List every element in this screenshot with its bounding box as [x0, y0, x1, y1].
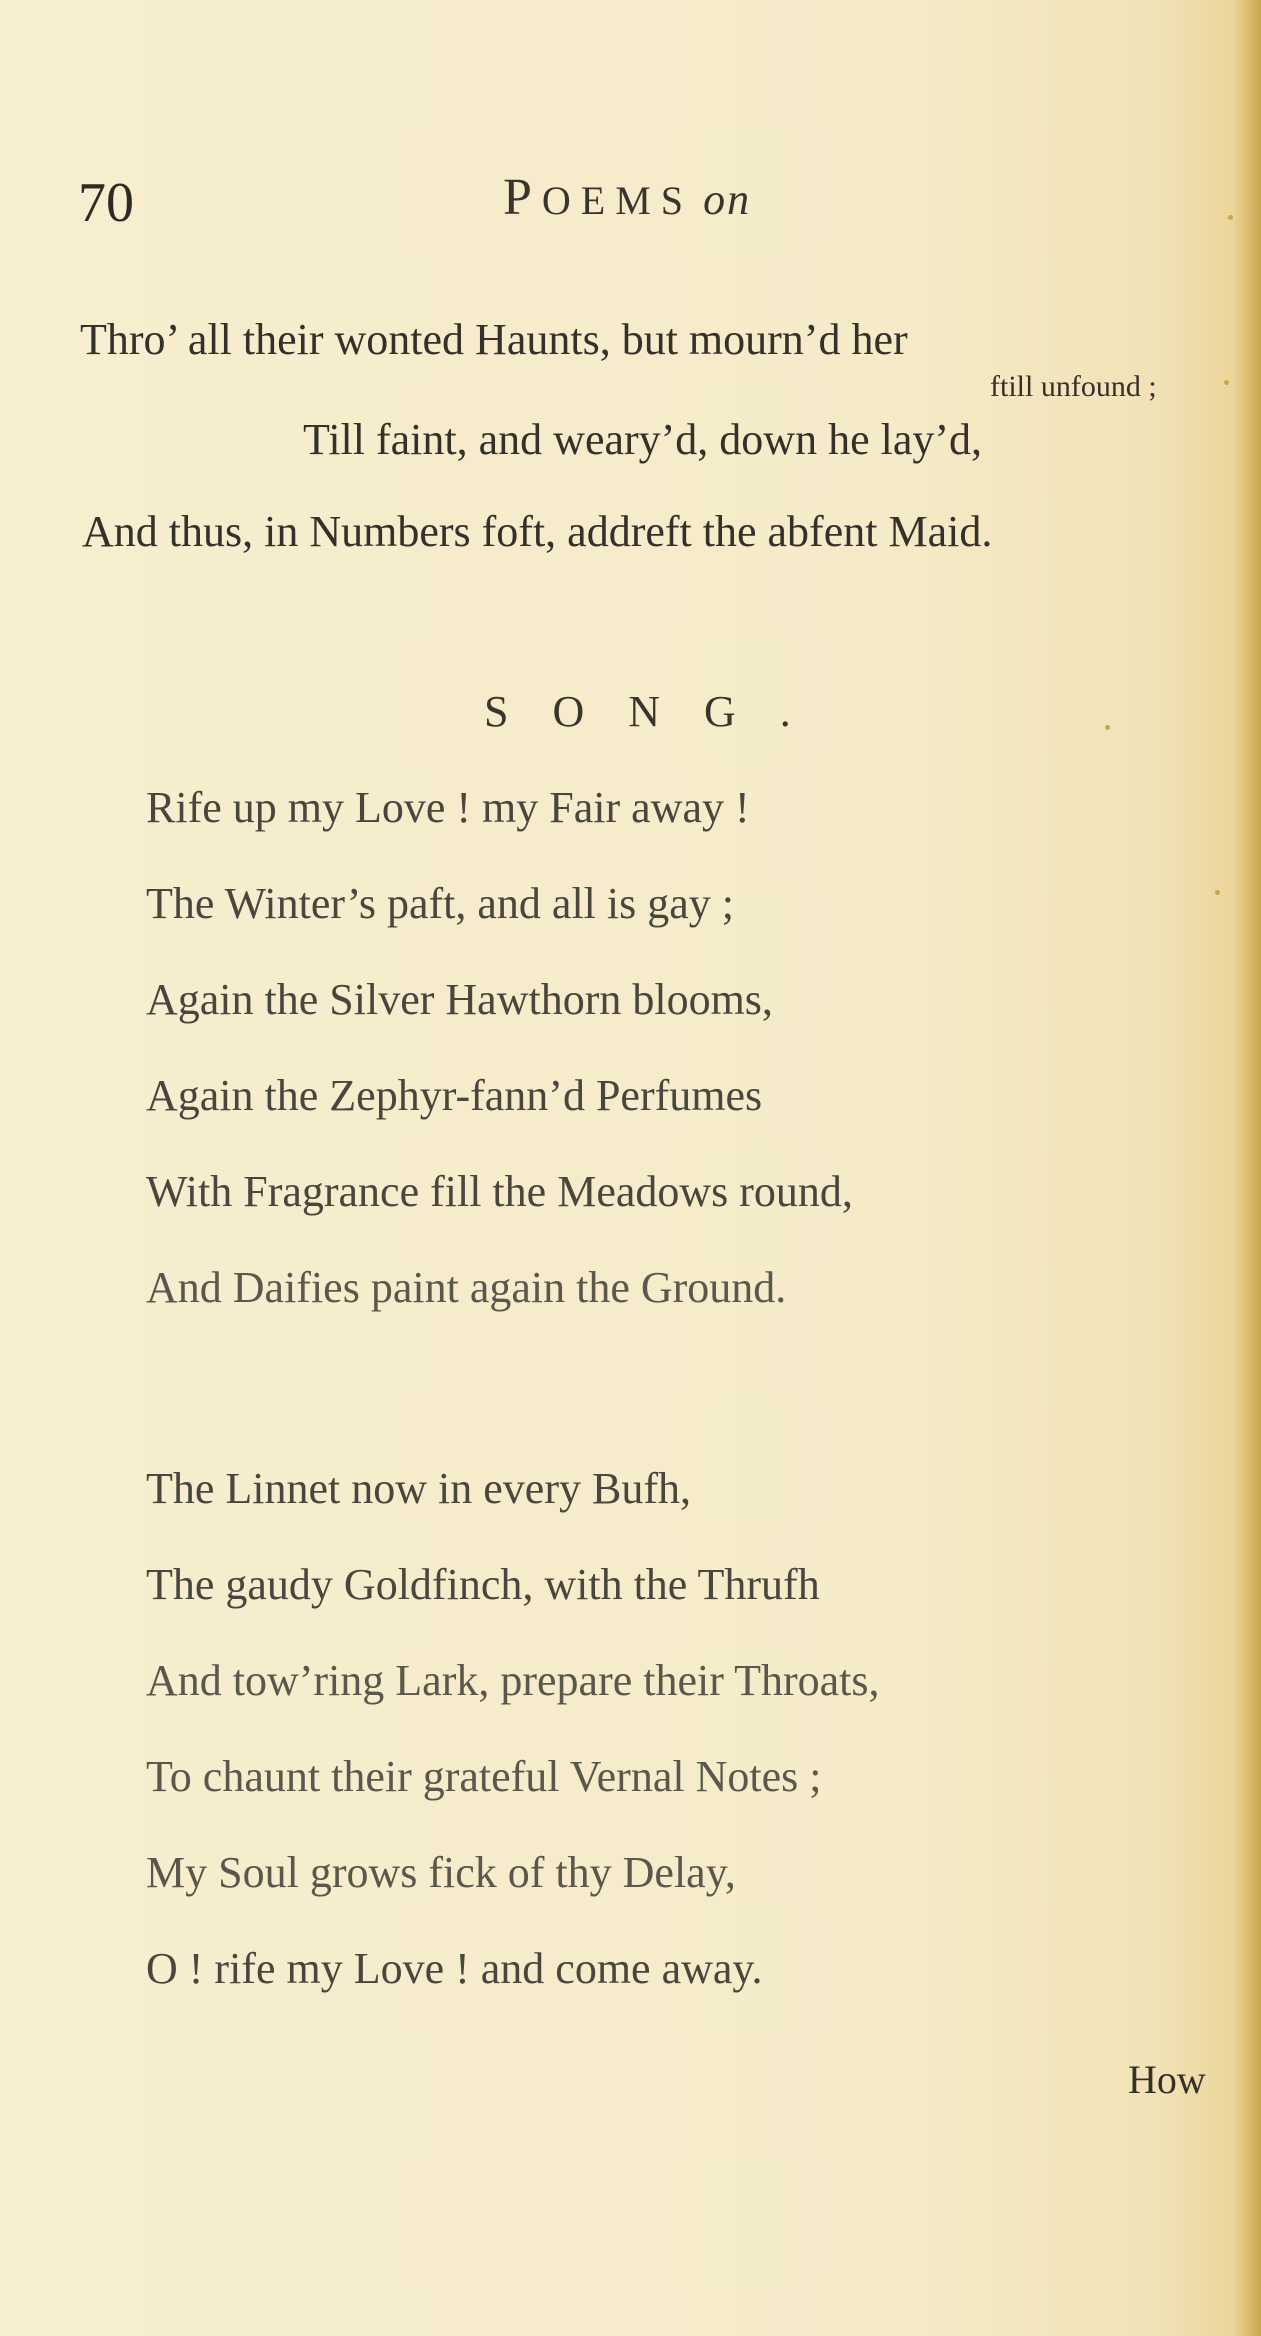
verse-line-1-turnover: ftill unfound ;: [990, 370, 1157, 403]
running-head: [503, 169, 752, 226]
catchword: How: [1128, 2057, 1206, 2102]
paper-speck: [1228, 215, 1233, 220]
running-head-capital: P: [503, 169, 542, 226]
paper-speck: [1215, 890, 1220, 895]
song-line: And tow’ring Lark, prepare their Throats,: [146, 1656, 880, 1705]
song-title: SONG.: [484, 687, 835, 736]
page-number: 70: [78, 172, 134, 234]
page-edge: [1233, 0, 1261, 2336]
song-line: The Winter’s paft, and all is gay ;: [146, 879, 735, 928]
song-line: With Fragrance fill the Meadows round,: [146, 1167, 853, 1216]
song-line: My Soul grows fick of thy Delay,: [146, 1848, 736, 1897]
song-line: The Linnet now in every Bufh,: [146, 1464, 691, 1513]
song-line: The gaudy Goldfinch, with the Thrufh: [146, 1560, 820, 1609]
song-line: To chaunt their grateful Vernal Notes ;: [146, 1752, 822, 1801]
verse-line-1: Thro’ all their wonted Haunts, but mourn’d her: [80, 315, 908, 364]
paper-speck: [1224, 380, 1229, 385]
song-line: Again the Zephyr-fann’d Perfumes: [146, 1071, 763, 1120]
running-head-italic: on: [703, 175, 752, 224]
song-line: O ! rife my Love ! and come away.: [146, 1944, 763, 1993]
paper-speck: [1105, 725, 1110, 730]
song-line: Again the Silver Hawthorn blooms,: [146, 975, 773, 1024]
verse-line-2: Till faint, and weary’d, down he lay’d,: [303, 415, 983, 464]
running-head-small-caps: OEMS: [541, 178, 694, 223]
song-line: Rife up my Love ! my Fair away !: [146, 783, 750, 832]
song-line: And Daifies paint again the Ground.: [146, 1263, 787, 1312]
verse-line-3: And thus, in Numbers foft, addreft the abfent Maid.: [82, 507, 993, 556]
